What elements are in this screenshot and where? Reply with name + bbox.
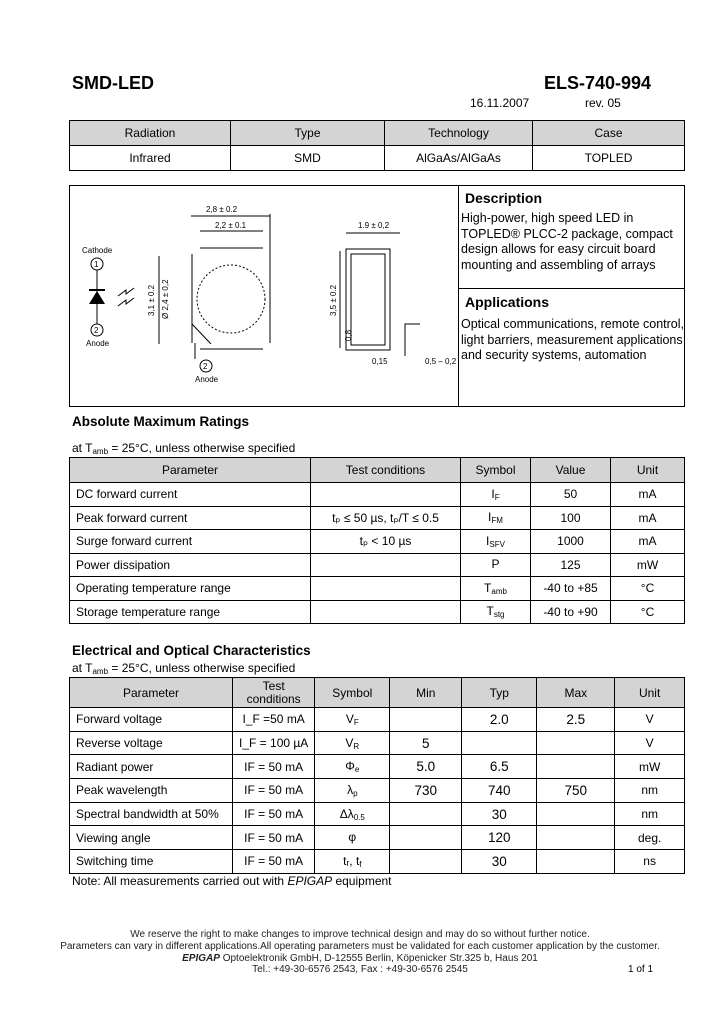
min-cell: 5 (390, 731, 462, 755)
dim-label: 2,8 ± 0.2 (206, 205, 238, 214)
table-row (70, 850, 685, 874)
typ-cell: 2.0 (462, 708, 537, 732)
symbol-cell (315, 826, 390, 850)
td: AlGaAs/AlGaAs (385, 146, 533, 171)
min-cell (390, 826, 462, 850)
typ-cell: 30 (462, 802, 537, 826)
td: Infrared (70, 146, 231, 171)
min-cell: 5.0 (390, 755, 462, 779)
description-heading: Description (465, 190, 543, 206)
unit-cell: °C (611, 600, 685, 624)
table-row (70, 826, 685, 850)
symbol-cell (461, 506, 531, 530)
condition-cell (311, 577, 461, 601)
symbol-cell (461, 600, 531, 624)
typ-cell: 6.5 (462, 755, 537, 779)
symbol-subscript: F (353, 717, 359, 727)
pin2-label: 2 (203, 362, 208, 371)
symbol: V (345, 735, 354, 750)
symbol-cell (315, 850, 390, 874)
pin2-label: 2 (94, 326, 99, 335)
symbol-subscript: SFV (489, 539, 505, 549)
th: Case (533, 121, 685, 146)
unit-cell: mA (611, 506, 685, 530)
unit-cell: ns (615, 850, 685, 874)
revision: rev. 05 (585, 96, 621, 110)
param-cell: Spectral bandwidth at 50% (70, 802, 233, 826)
dim-label: 3,1 ± 0.2 (147, 284, 156, 316)
condition-cell: IF = 50 mA (233, 802, 315, 826)
condition-cell (311, 600, 461, 624)
date: 16.11.2007 (470, 96, 530, 110)
description-text (461, 211, 673, 273)
typ-cell: 740 (462, 779, 537, 803)
table-row (70, 483, 685, 507)
electrical-optical-table (69, 677, 685, 874)
th: Symbol (315, 678, 390, 708)
symbol: Φ (345, 759, 355, 774)
table-row (70, 731, 685, 755)
pin1-label: 1 (94, 260, 99, 269)
symbol-subscript: p (353, 788, 358, 798)
symbol: P (491, 557, 500, 572)
value-cell: 1000 (531, 530, 611, 554)
table-row (70, 553, 685, 577)
condition-cell: I_F =50 mA (233, 708, 315, 732)
condition-cell: I_F = 100 µA (233, 731, 315, 755)
symbol-cell (461, 553, 531, 577)
symbol-cell (315, 779, 390, 803)
th: Parameter (70, 678, 233, 708)
symbol: I (491, 486, 495, 501)
param-cell: Radiant power (70, 755, 233, 779)
condition-cell: tₚ ≤ 50 µs, tₚ/T ≤ 0.5 (311, 506, 461, 530)
symbol: V (345, 711, 354, 726)
condition-cell: IF = 50 mA (233, 826, 315, 850)
package-drawing (70, 186, 458, 406)
absolute-maximum-ratings-table (69, 457, 685, 624)
param-cell: Peak wavelength (70, 779, 233, 803)
applications-text (461, 317, 684, 364)
text-line: High-power, high speed LED in (461, 211, 634, 225)
symbol-subscript: F (494, 492, 500, 502)
table-row (70, 577, 685, 601)
unit-cell: nm (615, 802, 685, 826)
symbol-cell (315, 802, 390, 826)
th: Technology (385, 121, 533, 146)
condition-cell: IF = 50 mA (233, 850, 315, 874)
symbol-subscript: FM (491, 516, 503, 526)
text-line: TOPLED® PLCC-2 package, compact (461, 226, 673, 241)
td: TOPLED (533, 146, 685, 171)
diode-icon (89, 291, 105, 304)
value-cell: 50 (531, 483, 611, 507)
dim-label: 0,8 (344, 329, 353, 341)
footer-disclaimer: We reserve the right to make changes to improve technical design and may do so without further notice. (130, 929, 590, 940)
max-cell (537, 731, 615, 755)
applications-heading: Applications (465, 294, 550, 310)
param-cell: Switching time (70, 850, 233, 874)
max-cell (537, 755, 615, 779)
unit-cell: V (615, 708, 685, 732)
symbol: λ (347, 782, 354, 797)
th: Max (537, 678, 615, 708)
unit-cell: mA (611, 530, 685, 554)
part-number: ELS-740-994 (543, 73, 651, 93)
condition-cell (311, 553, 461, 577)
table-row (70, 530, 685, 554)
text-line: light barriers, measurement applications (461, 332, 683, 347)
max-cell (537, 850, 615, 874)
symbol: T (486, 604, 494, 619)
text-line: Optical communications, remote control, (461, 317, 685, 331)
product-category: SMD-LED (72, 73, 154, 93)
th: Symbol (461, 458, 531, 483)
condition-cell (311, 483, 461, 507)
th: Type (231, 121, 385, 146)
unit-cell: deg. (615, 826, 685, 850)
table-row (70, 506, 685, 530)
param-cell: Storage temperature range (70, 600, 311, 624)
value-cell: -40 to +90 (531, 600, 611, 624)
condition-cell: IF = 50 mA (233, 755, 315, 779)
param-cell: DC forward current (70, 483, 311, 507)
table-row (70, 755, 685, 779)
condition-cell: tₚ < 10 µs (311, 530, 461, 554)
th: Value (531, 458, 611, 483)
param-cell: Power dissipation (70, 553, 311, 577)
param-cell: Reverse voltage (70, 731, 233, 755)
unit-cell: °C (611, 577, 685, 601)
eoc-heading: Electrical and Optical Characteristics (72, 643, 311, 658)
symbol-subscript: e (354, 765, 360, 775)
th: Unit (615, 678, 685, 708)
min-cell: 730 (390, 779, 462, 803)
unit-cell: nm (615, 779, 685, 803)
param-cell: Surge forward current (70, 530, 311, 554)
param-cell: Forward voltage (70, 708, 233, 732)
dim-label: 0,15 (372, 357, 388, 366)
symbol-cell (461, 577, 531, 601)
symbol: I (486, 533, 490, 548)
table-row (70, 779, 685, 803)
text-line: and security systems, automation (461, 348, 647, 362)
package-info-box (69, 185, 685, 407)
max-cell (537, 826, 615, 850)
dim-label: 1.9 ± 0,2 (358, 221, 390, 230)
dim-label: Ø 2,4 ± 0,2 (161, 279, 170, 319)
typ-cell: 30 (462, 850, 537, 874)
condition-cell: IF = 50 mA (233, 779, 315, 803)
cathode-label: Cathode (82, 246, 113, 255)
th: Unit (611, 458, 685, 483)
typ-cell: 120 (462, 826, 537, 850)
text-line: design allows for easy circuit board (461, 242, 656, 256)
unit-cell: V (615, 731, 685, 755)
value-cell: 100 (531, 506, 611, 530)
anode-label: Anode (86, 339, 110, 348)
footer-parameters: Parameters can vary in different applications.All operating parameters must be validated for each customer application by the customer. (60, 941, 660, 952)
th: Radiation (70, 121, 231, 146)
td: SMD (231, 146, 385, 171)
unit-cell: mW (615, 755, 685, 779)
symbol: I (488, 510, 492, 525)
max-cell: 2.5 (537, 708, 615, 732)
measurement-note: Note: All measurements carried out with EPIGAP equipment (72, 874, 392, 888)
page-number: 1 of 1 (628, 964, 654, 975)
symbol-subscript: 0.5 (353, 812, 365, 822)
text-line: mounting and assembling of arrays (461, 257, 656, 272)
table-row (70, 802, 685, 826)
typ-cell (462, 731, 537, 755)
value-cell: 125 (531, 553, 611, 577)
th: Test conditions (311, 458, 461, 483)
max-cell: 750 (537, 779, 615, 803)
symbol-subscript: amb (491, 586, 507, 596)
max-cell (537, 802, 615, 826)
dim-label: 2,2 ± 0.1 (215, 221, 247, 230)
min-cell (390, 802, 462, 826)
symbol-cell (461, 530, 531, 554)
symbol-cell (315, 708, 390, 732)
symbol: φ (348, 830, 357, 845)
dim-label: 0,5 – 0,2 (425, 357, 457, 366)
th: Test conditions (233, 678, 315, 708)
symbol-subscript: stg (493, 610, 505, 620)
amr-heading: Absolute Maximum Ratings (72, 414, 250, 429)
eoc-condition: at $T_{amb} = 25^\circ C$, unless otherwise specified (72, 661, 296, 676)
amr-condition: at $T_{amb} = 25^\circ C$, unless otherwise specified (72, 441, 296, 456)
symbol-cell (315, 755, 390, 779)
value-cell: -40 to +85 (531, 577, 611, 601)
footer-address: EPIGAP Optoelektronik GmbH, D-12555 Berlin, Köpenicker Str.325 b, Haus 201 (182, 953, 538, 964)
footer-contact: Tel.: +49-30-6576 2543, Fax : +49-30-6576 2545 (252, 964, 468, 975)
summary-table (69, 120, 685, 171)
symbol-subscript: R (353, 741, 360, 751)
table-row (70, 708, 685, 732)
min-cell (390, 708, 462, 732)
symbol-subscript: f (359, 859, 362, 869)
symbol-cell (315, 731, 390, 755)
symbol: tᵣ, t (343, 853, 360, 868)
dim-label: 3,5 ± 0.2 (329, 284, 338, 316)
th: Min (390, 678, 462, 708)
unit-cell: mA (611, 483, 685, 507)
min-cell (390, 850, 462, 874)
param-cell: Peak forward current (70, 506, 311, 530)
th: Typ (462, 678, 537, 708)
param-cell: Operating temperature range (70, 577, 311, 601)
emission-arrows-icon (118, 288, 134, 306)
anode-label: Anode (195, 375, 219, 384)
param-cell: Viewing angle (70, 826, 233, 850)
symbol: T (484, 580, 492, 595)
table-row (70, 600, 685, 624)
symbol: Δλ (339, 806, 354, 821)
th: Parameter (70, 458, 311, 483)
unit-cell: mW (611, 553, 685, 577)
symbol-cell (461, 483, 531, 507)
